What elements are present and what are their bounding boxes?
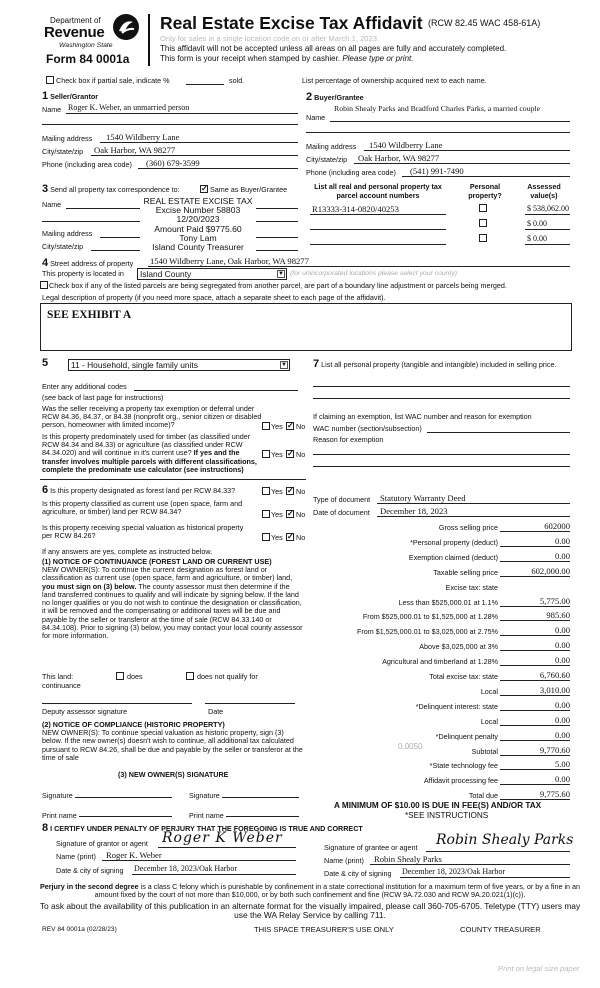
calc-line — [500, 546, 570, 547]
q5-yes-checkbox[interactable] — [262, 533, 270, 541]
calc-value[interactable]: 3,010.00 — [539, 684, 570, 695]
same-as-buyer-label: Same as Buyer/Grantee — [210, 185, 288, 194]
seller-city-label: City/state/zip — [42, 147, 84, 156]
calc-value[interactable]: 0.00 — [554, 625, 570, 636]
no-label: No — [296, 533, 306, 542]
grantee-signature-line — [426, 851, 570, 852]
stamp-line: Tony Lam — [179, 232, 217, 243]
seller-mailing-label: Mailing address — [42, 134, 93, 143]
parcel-line — [310, 229, 446, 230]
street-label: 4 Street address of property — [42, 257, 134, 269]
note-line2: This form is your receipt when stamped by cashier. Please type or print. — [160, 54, 414, 63]
calc-line — [500, 740, 570, 741]
calc-value[interactable]: 0.00 — [554, 729, 570, 740]
legal-desc-label: Legal description of property (if you need more space, attach a separate sheet to each page of the affidavit). — [42, 293, 386, 302]
calc-value[interactable]: 0.00 — [554, 714, 570, 725]
seller-name-line — [66, 113, 298, 114]
buyer-city-line — [354, 163, 570, 164]
deputy-date-line[interactable] — [205, 703, 295, 704]
land-use-select[interactable] — [68, 359, 290, 371]
partial-sale-label: Check box if partial sale, indicate % — [56, 76, 170, 85]
buyer-name-field[interactable]: Robin Shealy Parks and Bradford Charles Parks, a married couple — [334, 104, 541, 113]
dor-logo-icon — [113, 14, 139, 40]
historic-question: Is this property receiving special valuation as historical property per RCW 84.26? — [42, 523, 244, 541]
calc-label: Taxable selling price — [433, 567, 498, 577]
notice1-title: (1) NOTICE OF CONTINUANCE (FOREST LAND OR CURRENT USE) — [42, 557, 272, 566]
calc-line — [500, 635, 570, 636]
calc-label: Local — [480, 686, 498, 696]
minimum-due-note: A MINIMUM OF $10.00 IS DUE IN FEE(S) AND/OR TAX — [334, 801, 542, 810]
notice2-title: (2) NOTICE OF COMPLIANCE (HISTORIC PROPERTY) — [42, 720, 225, 729]
no-label: No — [296, 450, 306, 459]
calc-label: Subtotal — [471, 746, 498, 756]
partial-sale-percent-field[interactable] — [186, 84, 224, 85]
does-not-label: does not qualify for — [197, 672, 258, 681]
calc-value[interactable]: 9,770.60 — [539, 744, 570, 755]
notice3-title: (3) NEW OWNER(S) SIGNATURE — [118, 770, 229, 779]
calc-line — [500, 576, 570, 577]
assessed-value[interactable]: $ 0.00 — [527, 234, 547, 243]
calc-label: *Personal property (deduct) — [410, 537, 498, 547]
calc-label: *State technology fee — [429, 761, 498, 771]
segregated-note: Check box if any of the listed parcels are being segregated from another parcel, are part of a boundary line adjustment or parcels being merged. — [49, 281, 507, 290]
legal-description-value: SEE EXHIBIT A — [47, 309, 132, 321]
partial-sale-suffix: sold. — [229, 76, 245, 85]
assessed-col-header: Assessed value(s) — [527, 182, 561, 200]
calc-value[interactable]: 0.00 — [554, 550, 570, 561]
buyer-phone-label: Phone (including area code) — [306, 168, 396, 177]
codes-note: (see back of last page for instructions) — [42, 393, 164, 402]
grantor-date-label: Date & city of signing — [56, 866, 124, 875]
grantee-date-label: Date & city of signing — [324, 869, 392, 878]
grantor-name-field[interactable]: Roger K. Weber — [106, 850, 162, 860]
alt-format-notice: To ask about the availability of this publication in an alternate format for the visually impaired, please call 360-705-6705. Teletype (TTY) users may use the WA Relay Service by calling 711. — [39, 901, 581, 921]
assessed-line — [525, 244, 570, 245]
wac-field[interactable] — [427, 432, 570, 433]
calc-value[interactable]: 602000 — [544, 521, 570, 531]
grantor-signature-line — [158, 847, 296, 848]
parcel-number[interactable]: R13333-314-0820/40253 — [312, 204, 399, 214]
grantee-date-field[interactable]: December 18, 2023/Oak Harbor — [402, 867, 506, 876]
deputy-signature-line[interactable] — [42, 703, 192, 704]
deputy-date-label: Date — [208, 707, 224, 716]
calc-line — [500, 725, 570, 726]
seller-name-field[interactable]: Roger K. Weber, an unmarried person — [68, 103, 190, 112]
grantor-name-label: Name (print) — [56, 852, 96, 861]
reason-label: Reason for exemption — [313, 435, 384, 444]
personal-property-line[interactable] — [313, 386, 570, 387]
treasurer-use-label: THIS SPACE TREASURER'S USE ONLY — [254, 925, 394, 934]
calc-line — [500, 769, 570, 770]
personal-property-checkbox[interactable] — [479, 204, 487, 212]
print-name-label: Print name — [42, 811, 77, 820]
calc-value[interactable]: 985.60 — [546, 610, 570, 621]
q1-yes-checkbox[interactable] — [262, 422, 270, 430]
complete-note: If any answers are yes, complete as instructed below. — [42, 547, 213, 556]
seller-mailing-line — [100, 142, 298, 143]
calc-line — [500, 561, 570, 562]
form-title: Real Estate Excise Tax Affidavit — [160, 13, 423, 33]
calc-value[interactable]: 0.00 — [554, 640, 570, 651]
buyer-heading: 2 Buyer/Grantee — [306, 91, 364, 103]
street-address-field[interactable]: 1540 Wildberry Lane, Oak Harbor, WA 98277 — [150, 256, 309, 266]
calc-line — [500, 531, 570, 532]
exemption-label: If claiming an exemption, list WAC number and reason for exemption — [313, 412, 532, 421]
yes-label: Yes — [271, 422, 283, 431]
assessed-value[interactable]: $ 538,062.00 — [527, 204, 569, 213]
calc-value[interactable]: 5.00 — [554, 759, 570, 770]
reason-line[interactable] — [313, 454, 570, 455]
calc-line — [500, 710, 570, 711]
calc-line — [500, 755, 570, 756]
additional-codes-label: Enter any additional codes — [42, 382, 127, 391]
stamp-line: Excise Number 58803 — [155, 205, 241, 216]
print-name-label: Print name — [189, 811, 224, 820]
chevron-down-icon: ▼ — [281, 362, 287, 368]
buyer-mailing-line — [364, 150, 570, 151]
seller-heading: 1 Seller/Grantor — [42, 90, 99, 102]
seller-name-line2 — [42, 124, 298, 125]
calc-line — [500, 606, 570, 607]
stamp-line: Island County Treasurer — [152, 242, 244, 253]
calc-value[interactable]: 6,760.60 — [539, 670, 570, 680]
grantee-name-line — [370, 864, 570, 865]
segregated-checkbox[interactable] — [40, 281, 48, 289]
notice2-body: NEW OWNER(S): To continue special valuation as historic property, sign (3) below. If the new owner(s) doesn't wish to continue, all additional tax calculated pursuant to RCW 84.26, shall be due and payable by the seller or transferor at the time of sale — [42, 728, 303, 762]
same-as-buyer-checkbox[interactable]: ✓ — [201, 184, 208, 193]
calc-label: Agricultural and timberland at 1.28% — [382, 657, 498, 667]
reason-line[interactable] — [313, 466, 570, 467]
signature-label: Signature — [42, 791, 73, 800]
dept-line1: Department of — [50, 16, 101, 25]
q2-no-checkbox[interactable]: ✓ — [287, 449, 294, 458]
does-qualify-checkbox[interactable] — [116, 672, 124, 680]
stamp-line: 12/20/2023 — [176, 214, 220, 225]
doc-date-label: Date of document — [313, 508, 370, 517]
tax-corr-heading: 3 Send all property tax correspondence to: — [42, 183, 180, 195]
chevron-down-icon: ▼ — [278, 271, 284, 277]
yes-label: Yes — [271, 487, 283, 496]
grantor-name-line — [102, 860, 296, 861]
section5-num: 5 — [42, 357, 49, 369]
buyer-name-label: Name — [306, 113, 326, 122]
seller-mailing-field[interactable]: 1540 Wildberry Lane — [106, 132, 180, 142]
forest-question: 6 Is this property designated as forest land per RCW 84.33? — [42, 484, 236, 496]
calc-value[interactable]: 0.00 — [554, 655, 570, 666]
calc-label: From $525,000.01 to $1,525,000 at 1.28% — [362, 612, 498, 622]
grantee-signature-label: Signature of grantee or agent — [324, 843, 418, 852]
q1-no-checkbox[interactable]: ✓ — [287, 421, 294, 430]
calc-line — [500, 665, 570, 666]
parcel-line — [310, 214, 446, 215]
seller-name-label: Name — [42, 105, 62, 114]
buyer-mailing-label: Mailing address — [306, 142, 357, 151]
yes-label: Yes — [271, 510, 283, 519]
calc-label: Less than $525,000.01 at 1.1% — [398, 597, 498, 607]
land-use-value: 11 - Household, single family units — [71, 360, 198, 370]
calc-value[interactable]: 0.00 — [554, 535, 570, 546]
notice1-body: NEW OWNER(S): To continue the current designation as forest land or classification as current use (open space, farm and agriculture, or timber) land, you must sign on (3) below. The county assessor must then determine if the land transferred continues to qualify and will indicate by signing below. If the land no longer qualifies or you do not wish to continue the designation or classification, it will be removed and the compensating or additional taxes will be due and payable by the seller or transferor at the time of sale (RCW 84.33.140 or 84.34.108). Prior to signing (3) below, you may contact your local county assessor for more information. — [42, 565, 303, 641]
buyer-name-line2 — [306, 132, 570, 133]
header-divider — [148, 14, 150, 66]
no-label: No — [296, 422, 306, 431]
calc-label: Above $3,025,000 at 3% — [419, 642, 498, 652]
yes-label: Yes — [271, 533, 283, 542]
doc-type-label: Type of document — [313, 495, 371, 504]
calc-value[interactable]: 5,775.00 — [539, 595, 570, 606]
calc-value[interactable]: 0.00 — [554, 774, 570, 785]
calc-line — [500, 695, 570, 696]
q3-no-checkbox[interactable]: ✓ — [287, 486, 294, 495]
note-line1: This affidavit will not be accepted unless all areas on all pages are fully and accurately completed. — [160, 44, 507, 53]
wac-label: WAC number (section/subsection) — [313, 424, 422, 433]
county-hint: (for unincorporated locations please select your county) — [290, 270, 457, 277]
calc-line — [500, 650, 570, 651]
personal-property-checkbox[interactable] — [479, 234, 487, 242]
q3-yes-checkbox[interactable] — [262, 487, 270, 495]
assessed-line — [525, 229, 570, 230]
calc-line — [500, 620, 570, 621]
grantee-name-field[interactable]: Robin Shealy Parks — [374, 854, 442, 864]
tax-corr-name-label: Name — [42, 200, 62, 209]
street-line — [148, 266, 570, 267]
stamp-line: REAL ESTATE EXCISE TAX — [143, 196, 253, 206]
assessed-line — [525, 214, 570, 215]
calc-label: Excise tax: state — [445, 582, 498, 592]
grantee-name-label: Name (print) — [324, 856, 364, 865]
section5-divider — [40, 479, 306, 480]
doc-date-line — [377, 516, 570, 517]
seller-phone-field[interactable]: (360) 679-3599 — [146, 158, 200, 168]
grantor-signature-label: Signature of grantor or agent — [56, 839, 148, 848]
calc-value[interactable]: 9,775.60 — [539, 789, 570, 800]
doc-type-line — [377, 503, 570, 504]
treasurer-stamp — [140, 197, 256, 252]
calc-value[interactable]: 0.00 — [554, 699, 570, 710]
calc-label: *Delinquent interest: state — [415, 701, 498, 711]
calc-label: From $1,525,000.01 to $3,025,000 at 2.75% — [356, 627, 498, 637]
dept-line3: Washington State — [59, 42, 113, 49]
seller-phone-label: Phone (including area code) — [42, 160, 132, 169]
calc-label: Local — [480, 716, 498, 726]
calc-label: *Delinquent penalty — [435, 731, 498, 741]
grantor-signature[interactable]: Roger K Weber — [162, 830, 283, 846]
seller-city-field[interactable]: Oak Harbor, WA 98277 — [94, 145, 176, 155]
parcel-line — [310, 244, 446, 245]
continuance-label: continuance — [42, 681, 81, 690]
buyer-city-field[interactable]: Oak Harbor, WA 98277 — [358, 153, 440, 163]
stamp-line: Amount Paid $9775.60 — [154, 223, 242, 234]
doc-date-field[interactable]: December 18, 2023 — [380, 506, 448, 516]
this-land-label: This land: — [42, 672, 74, 681]
buyer-city-label: City/state/zip — [306, 155, 348, 164]
gray-note: Only for sales in a single location code on or after March 1, 2023. — [160, 34, 380, 43]
perjury-notice: Perjury in the second degree is a class C felony which is punishable by confinement in a state correctional institution for a maximum term of five years, or by a fine in an amount fixed by the court of not more than $10,000, or by both such confinement and fine (RCW 9A.72.030 and RCW 9A.20.021(1)(c)). — [39, 882, 581, 900]
calc-label: Total due — [468, 791, 498, 801]
located-in-label: This property is located in — [42, 269, 124, 278]
current-use-question: Is this property classified as current use (open space, farm and agriculture, or timber) land per RCW 84.34? — [42, 499, 243, 517]
county-value: Island County — [140, 269, 192, 279]
deputy-signature-label: Deputy assessor signature — [42, 707, 128, 716]
does-label: does — [127, 672, 143, 681]
no-label: No — [296, 510, 306, 519]
grantee-date-line — [400, 877, 570, 878]
assessed-value[interactable]: $ 0.00 — [527, 219, 547, 228]
dept-line2: Revenue — [44, 24, 105, 41]
q2-yes-checkbox[interactable] — [262, 450, 270, 458]
signature-label: Signature — [189, 791, 220, 800]
calc-label: Affidavit processing fee — [423, 776, 498, 786]
form-number: Form 84 0001a — [46, 52, 130, 66]
personal-property-line[interactable] — [313, 398, 570, 399]
q5-no-checkbox[interactable]: ✓ — [287, 532, 294, 541]
does-not-qualify-checkbox[interactable] — [186, 672, 194, 680]
grantor-date-line — [132, 874, 296, 875]
buyer-phone-line — [402, 176, 570, 177]
timber-question: Is this property predominately used for timber (as classified under RCW 84.34 and 84.33) or agriculture (as classified under RCW 84.34.020) and will continue in it's current use? If yes and the transfer involves multiple parcels with different classifications, complete the predominate use calculator (see instructions) — [42, 432, 257, 474]
yes-label: Yes — [271, 450, 283, 459]
personal-property-checkbox[interactable] — [479, 219, 487, 227]
seller-phone-line — [138, 168, 298, 169]
print-legal-note: Print on legal size paper — [498, 964, 580, 973]
calc-label: Total excise tax: state — [429, 672, 498, 681]
local-rate-value: 0.0050 — [398, 742, 423, 751]
revision-label: REV 84 0001a (02/28/23) — [42, 926, 117, 933]
county-treasurer-label: COUNTY TREASURER — [460, 925, 541, 934]
exemption-question: Was the seller receiving a property tax exemption or deferral under RCW 84.36, 84.37, or 84.38 (nonprofit org., senior citizen or disabled person, homeowner with limited income)? — [42, 404, 262, 430]
tax-corr-city-label: City/state/zip — [42, 242, 84, 251]
tax-corr-mailing-label: Mailing address — [42, 229, 93, 238]
no-label: No — [296, 487, 306, 496]
q4-yes-checkbox[interactable] — [262, 510, 270, 518]
buyer-mailing-field[interactable]: 1540 Wildberry Lane — [369, 140, 443, 150]
section7-text: 7 List all personal property (tangible and intangible) included in selling price. — [313, 358, 557, 370]
grantee-signature[interactable]: Robin Shealy Parks — [436, 832, 574, 848]
doc-type-field[interactable]: Statutory Warranty Deed — [380, 493, 466, 503]
additional-codes-field[interactable] — [134, 390, 298, 391]
parcel-col-header: List all real and personal property tax parcel account numbers — [314, 182, 442, 200]
calc-label: Exemption claimed (deduct) — [408, 552, 498, 562]
rcw-reference: (RCW 82.45 WAC 458-61A) — [428, 18, 541, 28]
partial-sale-checkbox[interactable] — [46, 76, 54, 84]
county-select[interactable] — [137, 268, 287, 280]
seller-city-line — [91, 155, 298, 156]
personal-col-header: Personal property? — [468, 182, 502, 200]
buyer-phone-field[interactable]: (541) 991-7490 — [410, 166, 464, 176]
calc-line — [500, 680, 570, 681]
see-instructions-note: *SEE INSTRUCTIONS — [405, 811, 489, 820]
grantor-date-field[interactable]: December 18, 2023/Oak Harbor — [134, 864, 238, 873]
buyer-name-line — [330, 121, 570, 122]
calc-label: Gross selling price — [438, 523, 498, 532]
calc-value[interactable]: 602,000.00 — [531, 565, 570, 576]
certify-heading: 8 I CERTIFY UNDER PENALTY OF PERJURY THAT THE FOREGOING IS TRUE AND CORRECT — [42, 822, 363, 834]
q4-no-checkbox[interactable]: ✓ — [287, 509, 294, 518]
ownership-note: List percentage of ownership acquired next to each name. — [302, 76, 487, 85]
calc-line — [500, 784, 570, 785]
